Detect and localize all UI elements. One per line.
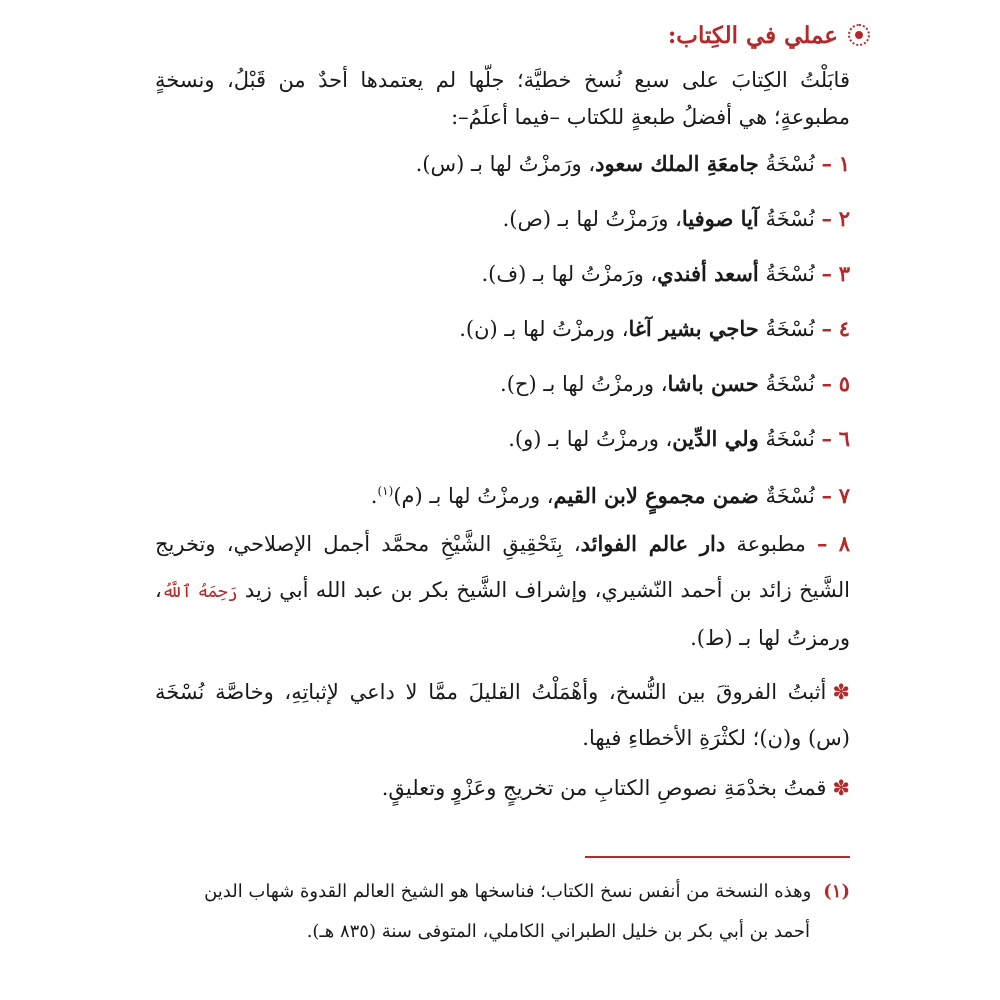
section-heading	[155, 14, 870, 56]
honorific-phrase: رَحِمَهُ ٱللَّهُ	[161, 582, 238, 602]
edition-details: ، بِتَحْقِيقِ الشَّيْخِ محمَّد أجمل الإصلاحي، وتخريج الشَّيخ زائد بن أحمد النّشيري، وإشراف الشَّيخ بكر بن عبد الله أبي زيد	[155, 532, 850, 602]
item-symbol: ، ورمزْتُ لها بـ (و).	[508, 426, 673, 451]
item-number: ٧	[838, 483, 850, 508]
item-dash: –	[821, 483, 833, 508]
list-item-printed-edition	[155, 521, 850, 661]
manuscript-list	[155, 136, 850, 521]
item-number: ١	[838, 150, 850, 176]
item-dash: –	[821, 370, 833, 396]
item-prefix: نُسْخَةُ	[765, 371, 815, 396]
list-item	[155, 246, 850, 301]
item-name: ضمن مجموعٍ لابن القيم	[553, 483, 759, 508]
item-symbol: ، ورمزتُ لها بـ (ط).	[155, 578, 850, 650]
item-number: ٨	[838, 531, 850, 556]
method-note	[155, 765, 850, 811]
item-dash: –	[817, 531, 828, 556]
star-bullet-icon: ✽	[832, 680, 850, 704]
item-name: حاجي بشير آغا	[628, 315, 759, 341]
item-dash: –	[821, 315, 833, 341]
item-prefix: نُسْخَةٌ	[765, 484, 815, 508]
list-item	[155, 466, 850, 521]
footnote-reference[interactable]: (١)	[377, 484, 394, 498]
item-symbol: ، ورَمزْتُ لها بـ (س).	[415, 151, 596, 176]
footnote-divider	[585, 856, 850, 858]
item-symbol: ، ورَمزْتُ لها بـ (ص).	[502, 206, 682, 231]
footnote-text: وهذه النسخة من أنفس نسخ الكتاب؛ فناسخها هو الشيخ العالم القدوة شهاب الدين	[204, 881, 812, 902]
item-number: ٢	[838, 205, 850, 231]
item-prefix: نُسْخَةُ	[765, 426, 815, 451]
item-prefix: نُسْخَةُ	[765, 151, 815, 176]
item-name: حسن باشا	[667, 370, 759, 396]
star-bullet-icon: ✽	[832, 776, 850, 800]
item-name: جامعَةِ الملك سعود	[595, 150, 759, 176]
item-name: دار عالم الفوائد	[580, 531, 726, 556]
item-end: .	[370, 484, 378, 508]
item-prefix: نُسْخَةُ	[765, 206, 815, 231]
item-number: ٥	[838, 370, 850, 396]
footnote-line: أحمد بن أبي بكر بن خليل الطبراني الكاملي، المتوفى سنة (٨٣٥ هـ).	[306, 921, 810, 942]
item-dash: –	[821, 260, 833, 286]
intro-paragraph: قابَلْتُ الكِتابَ على سبع نُسخ خطيَّة؛ جلّها لم يعتمدها أحدٌ من قَبْلُ، ونسخةٍ مطبوعةٍ؛ هي أفضلُ طبعةٍ للكتاب –فيما أعلَمُ–:	[155, 68, 850, 129]
item-number: ٦	[838, 425, 850, 451]
item-name: ولي الدِّين	[672, 425, 759, 451]
item-dash: –	[821, 205, 833, 231]
footnote-line	[160, 872, 850, 912]
item-prefix: نُسْخَةُ	[765, 261, 815, 286]
item-name: أسعد أفندي	[657, 260, 759, 286]
list-item	[155, 136, 850, 191]
list-item	[155, 301, 850, 356]
item-prefix: مطبوعة	[736, 532, 806, 556]
heading-text: عملي في الكِتاب:	[667, 21, 838, 49]
item-prefix: نُسْخَةُ	[765, 316, 815, 341]
note-text: قمتُ بخدْمَةِ نصوصِ الكتابِ من تخريجٍ وعَزْوٍ وتعليقٍ.	[381, 776, 827, 800]
item-name: آيا صوفيا	[681, 205, 759, 231]
footnote-number: (١)	[823, 881, 850, 902]
item-symbol: ، ورمزْتُ لها بـ (م)	[393, 484, 554, 508]
item-symbol: ، ورَمزْتُ لها بـ (ف).	[481, 261, 658, 286]
method-note	[155, 669, 850, 761]
footnote	[160, 872, 850, 952]
note-text: أثبتُ الفروقَ بين النُّسخ، وأهْمَلْتُ القليلَ ممَّا لا داعي لإثباتِهِ، وخاصَّة نُسْخَة (س) و(ن)؛ لكثْرَةِ الأخطاءِ فيها.	[155, 680, 850, 750]
item-symbol: ، ورمزْتُ لها بـ (ح).	[500, 371, 668, 396]
rosette-icon	[848, 24, 870, 46]
item-dash: –	[821, 425, 833, 451]
item-number: ٤	[838, 315, 850, 341]
list-item	[155, 411, 850, 466]
list-item	[155, 356, 850, 411]
item-dash: –	[821, 150, 833, 176]
item-symbol: ، ورمزْتُ لها بـ (ن).	[459, 316, 629, 341]
item-number: ٣	[838, 260, 850, 286]
list-item	[155, 191, 850, 246]
